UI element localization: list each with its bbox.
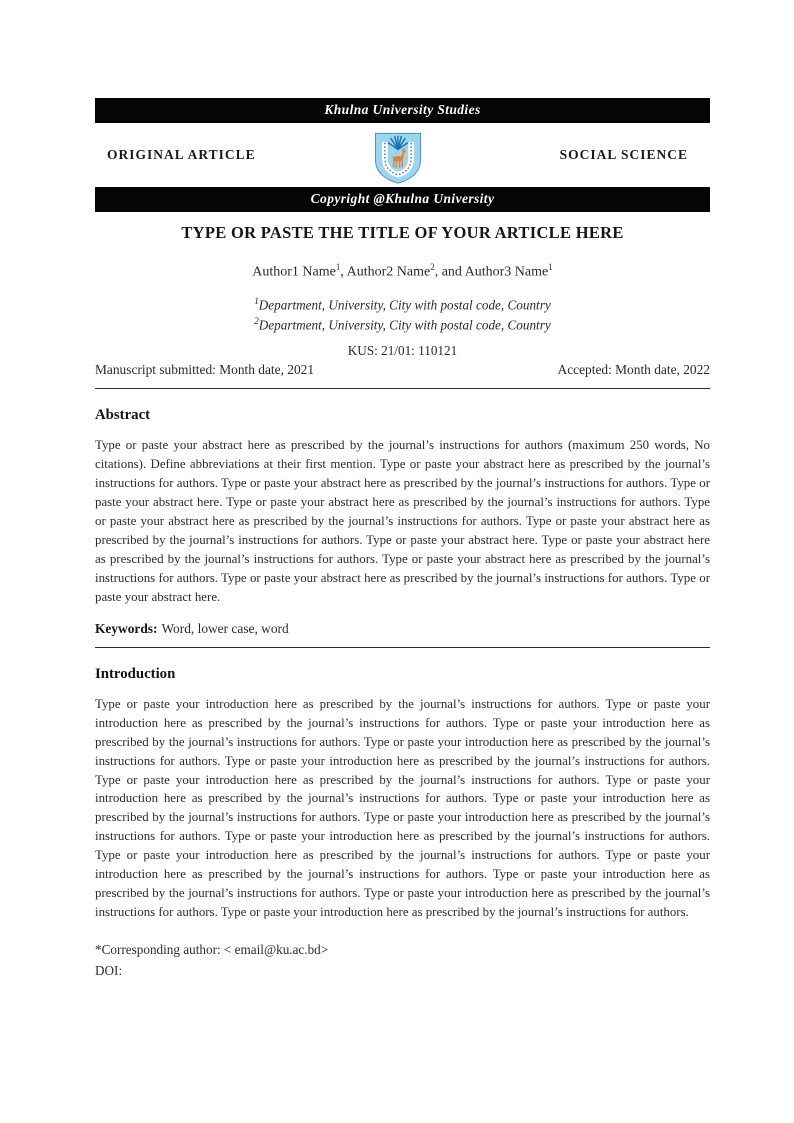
author-separator: ,: [340, 264, 347, 280]
doi-label: DOI:: [95, 962, 123, 978]
author-1-affiliation-mark: 1: [335, 262, 341, 272]
copyright-bar: [95, 187, 710, 212]
author-2-name: Author2 Name: [346, 264, 431, 280]
article-type-label: ORIGINAL ARTICLE: [107, 147, 256, 162]
divider-middle: [95, 647, 710, 648]
author-3-affiliation-mark: 1: [548, 262, 553, 272]
affiliation-2-mark: 2: [254, 315, 259, 326]
author-3-name: Author3 Name: [464, 264, 549, 280]
affiliations-block: [95, 295, 710, 335]
journal-name-bar: [95, 98, 710, 123]
subject-label: SOCIAL SCIENCE: [559, 147, 688, 162]
corresponding-author: *Corresponding author: < email@ku.ac.bd>: [95, 942, 329, 958]
keywords-label: Keywords:: [95, 620, 158, 636]
keywords-line: [95, 621, 710, 637]
journal-name: Khulna University Studies: [324, 102, 481, 117]
masthead-row: [95, 123, 710, 187]
affiliation-1-text: Department, University, City with postal code, Country: [258, 297, 551, 313]
affiliation-1: [95, 295, 710, 315]
abstract-text: Type or paste your abstract here as prescribed by the journal’s instructions for authors (maximum 250 words, No citations). Define abbreviations at their first mention. Type or paste your abstract here as prescribed by the journal’s instructions for authors. Type or paste your abstract here as prescribed by the journal’s instructions for authors. Type or paste your abstract here. Type or paste your abstract here as prescribed by the journal’s instructions for authors. Type or paste your abstract here as prescribed by the journal’s instructions for authors. Type or paste your abstract here as prescribed by the journal’s instructions for authors. Type or paste your abstract here. Type or paste your abstract here as prescribed by the journal’s instructions for authors. Type or paste your abstract here as prescribed by the journal’s instructions for authors. Type or paste your abstract here as prescribed by the journal’s instructions for authors. Type or paste your abstract here.: [95, 437, 710, 604]
affiliation-2-text: Department, University, City with postal code, Country: [258, 317, 551, 333]
accepted-date: Accepted: Month date, 2022: [557, 361, 710, 377]
university-logo: [369, 124, 427, 186]
author-1-name: Author1 Name: [252, 264, 336, 280]
footnote-block: [95, 940, 710, 981]
university-logo-icon: [369, 124, 427, 186]
author-separator: , and: [434, 264, 465, 280]
dates-row: [95, 362, 710, 378]
submitted-date: Manuscript submitted: Month date, 2021: [95, 361, 315, 377]
authors-line: [95, 262, 710, 281]
author-2-affiliation-mark: 2: [430, 262, 435, 272]
affiliation-2: [95, 315, 710, 335]
introduction-heading: Introduction: [95, 665, 176, 682]
copyright-text: Copyright @Khulna University: [310, 191, 495, 206]
manuscript-id: KUS: 21/01: 110121: [347, 342, 458, 358]
introduction-text: Type or paste your introduction here as prescribed by the journal’s instructions for authors. Type or paste your introduction here as prescribed by the journal’s instructions for authors. Type or paste your introduction here as prescribed by the journal’s instructions for authors. Type or paste your introduction here as prescribed by the journal’s instructions for authors. Type or paste your introduction here as prescribed by the journal’s instructions for authors. Type or paste your introduction here as prescribed by the journal’s instructions for authors. Type or paste your introduction here as prescribed by the journal’s instructions for authors. Type or paste your introduction here as prescribed by the journal’s instructions for authors. Type or paste your introduction here as prescribed by the journal’s instructions for authors. Type or paste your introduction here as prescribed by the journal’s instructions for authors. Type or paste your introduction here as prescribed by the journal’s instructions for authors. Type or paste your introduction here as prescribed by the journal’s instructions for authors. Type or paste your introduction here as prescribed by the journal’s instructions for authors. Type or paste your introduction here as prescribed by the journal’s instructions for authors. Type or paste your introduction here as prescribed by the journal’s instructions for authors.: [95, 696, 710, 920]
abstract-heading: Abstract: [95, 406, 151, 423]
keywords-value: Word, lower case, word: [161, 620, 289, 636]
article-title: TYPE OR PASTE THE TITLE OF YOUR ARTICLE HERE: [181, 223, 624, 242]
affiliation-1-mark: 1: [254, 295, 259, 306]
article-page: [95, 0, 710, 981]
divider-top: [95, 388, 710, 389]
